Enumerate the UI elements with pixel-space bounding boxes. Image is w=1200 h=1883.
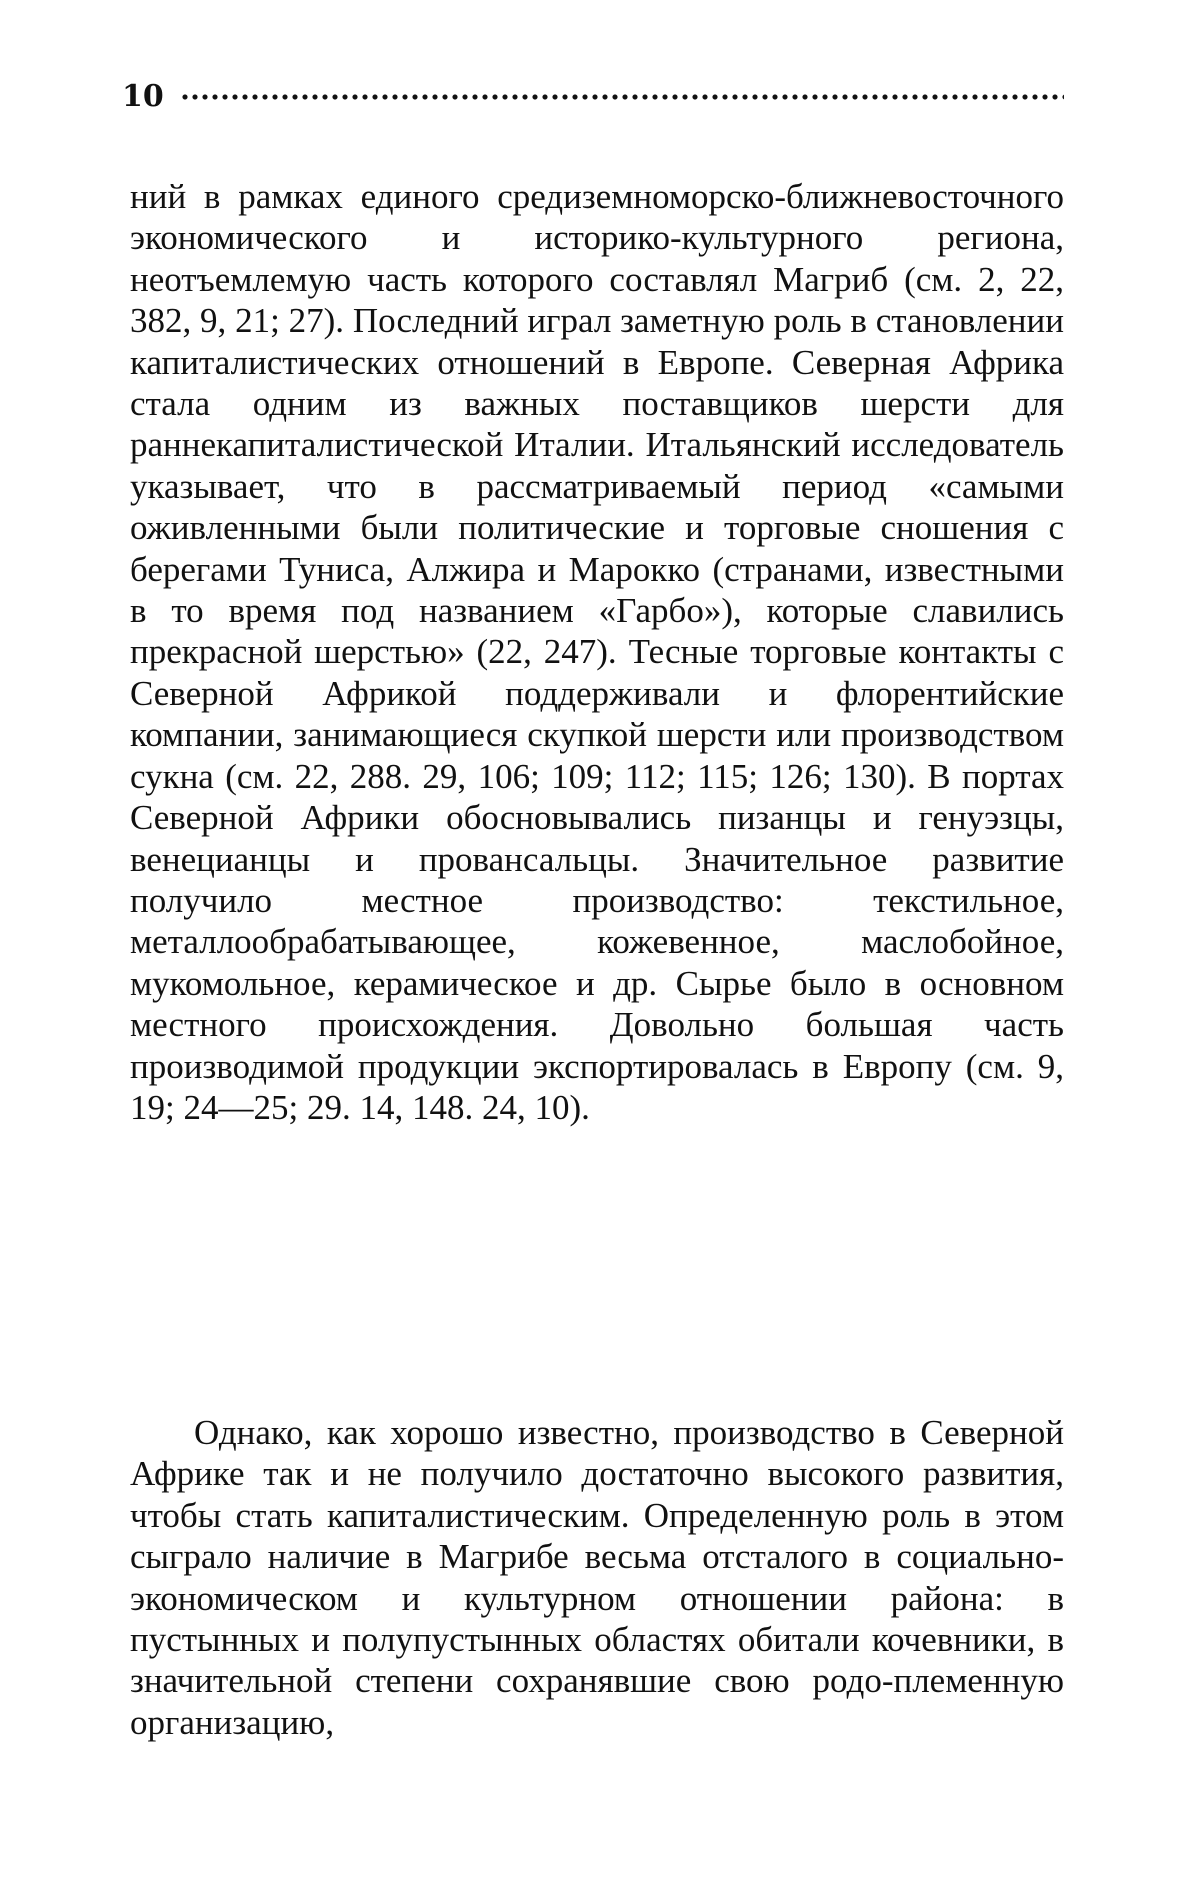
paragraph-1: ний в рамках единого средиземноморско-ближневосточного экономического и историко-культурного региона, неотъемлемую часть которого составлял Магриб (см. 2, 22, 382, 9, 21; 27). Последний играл заметную роль в становлении капиталистических отношений в Европе. Северная Африка стала одним из важных поставщиков шерсти для раннекапиталистической Италии. Итальянский исследователь указывает, что в рассматриваемый период «самыми оживленными были политические и торговые сношения с берегами Туниса, Алжира и Марокко (странами, известными в то время под названием «Гарбо»), которые славились прекрасной шерстью» (22, 247). Тесные торговые контакты с Северной Африкой поддерживали и флорентийские компании, занимающиеся скупкой шерсти или производством сукна (см. 22, 288. 29, 106; 109; 112; 115; 126; 130). В портах Северной Африки обосновывались пизанцы и генуэзцы, венецианцы и провансальцы. Значительное развитие получило местное производство: текстильное, металлообрабатывающее, кожевенное, маслобойное, мукомольное, керамическое и др. Сырье было в основном местного происхождения. Довольно большая часть производимой продукции экспортировалась в Европу (см. 9, 19; 24—25; 29. 14, 148. 24, 10). xyxy=(130,177,1064,1127)
decorative-rule xyxy=(180,91,1064,103)
page-header xyxy=(122,79,1064,114)
paragraph-2: Однако, как хорошо известно, производство в Северной Африке так и не получило достаточно высокого развития, чтобы стать капиталистическим. Определенную роль в этом сыграло наличие в Магрибе весьма отсталого в социально-экономическом и культурном отношении района: в пустынных и полупустынных областях обитали кочевники, в значительной степени сохранявшие свою родо-племенную организацию, xyxy=(130,1413,1064,1742)
page-number: 10 xyxy=(122,79,164,114)
